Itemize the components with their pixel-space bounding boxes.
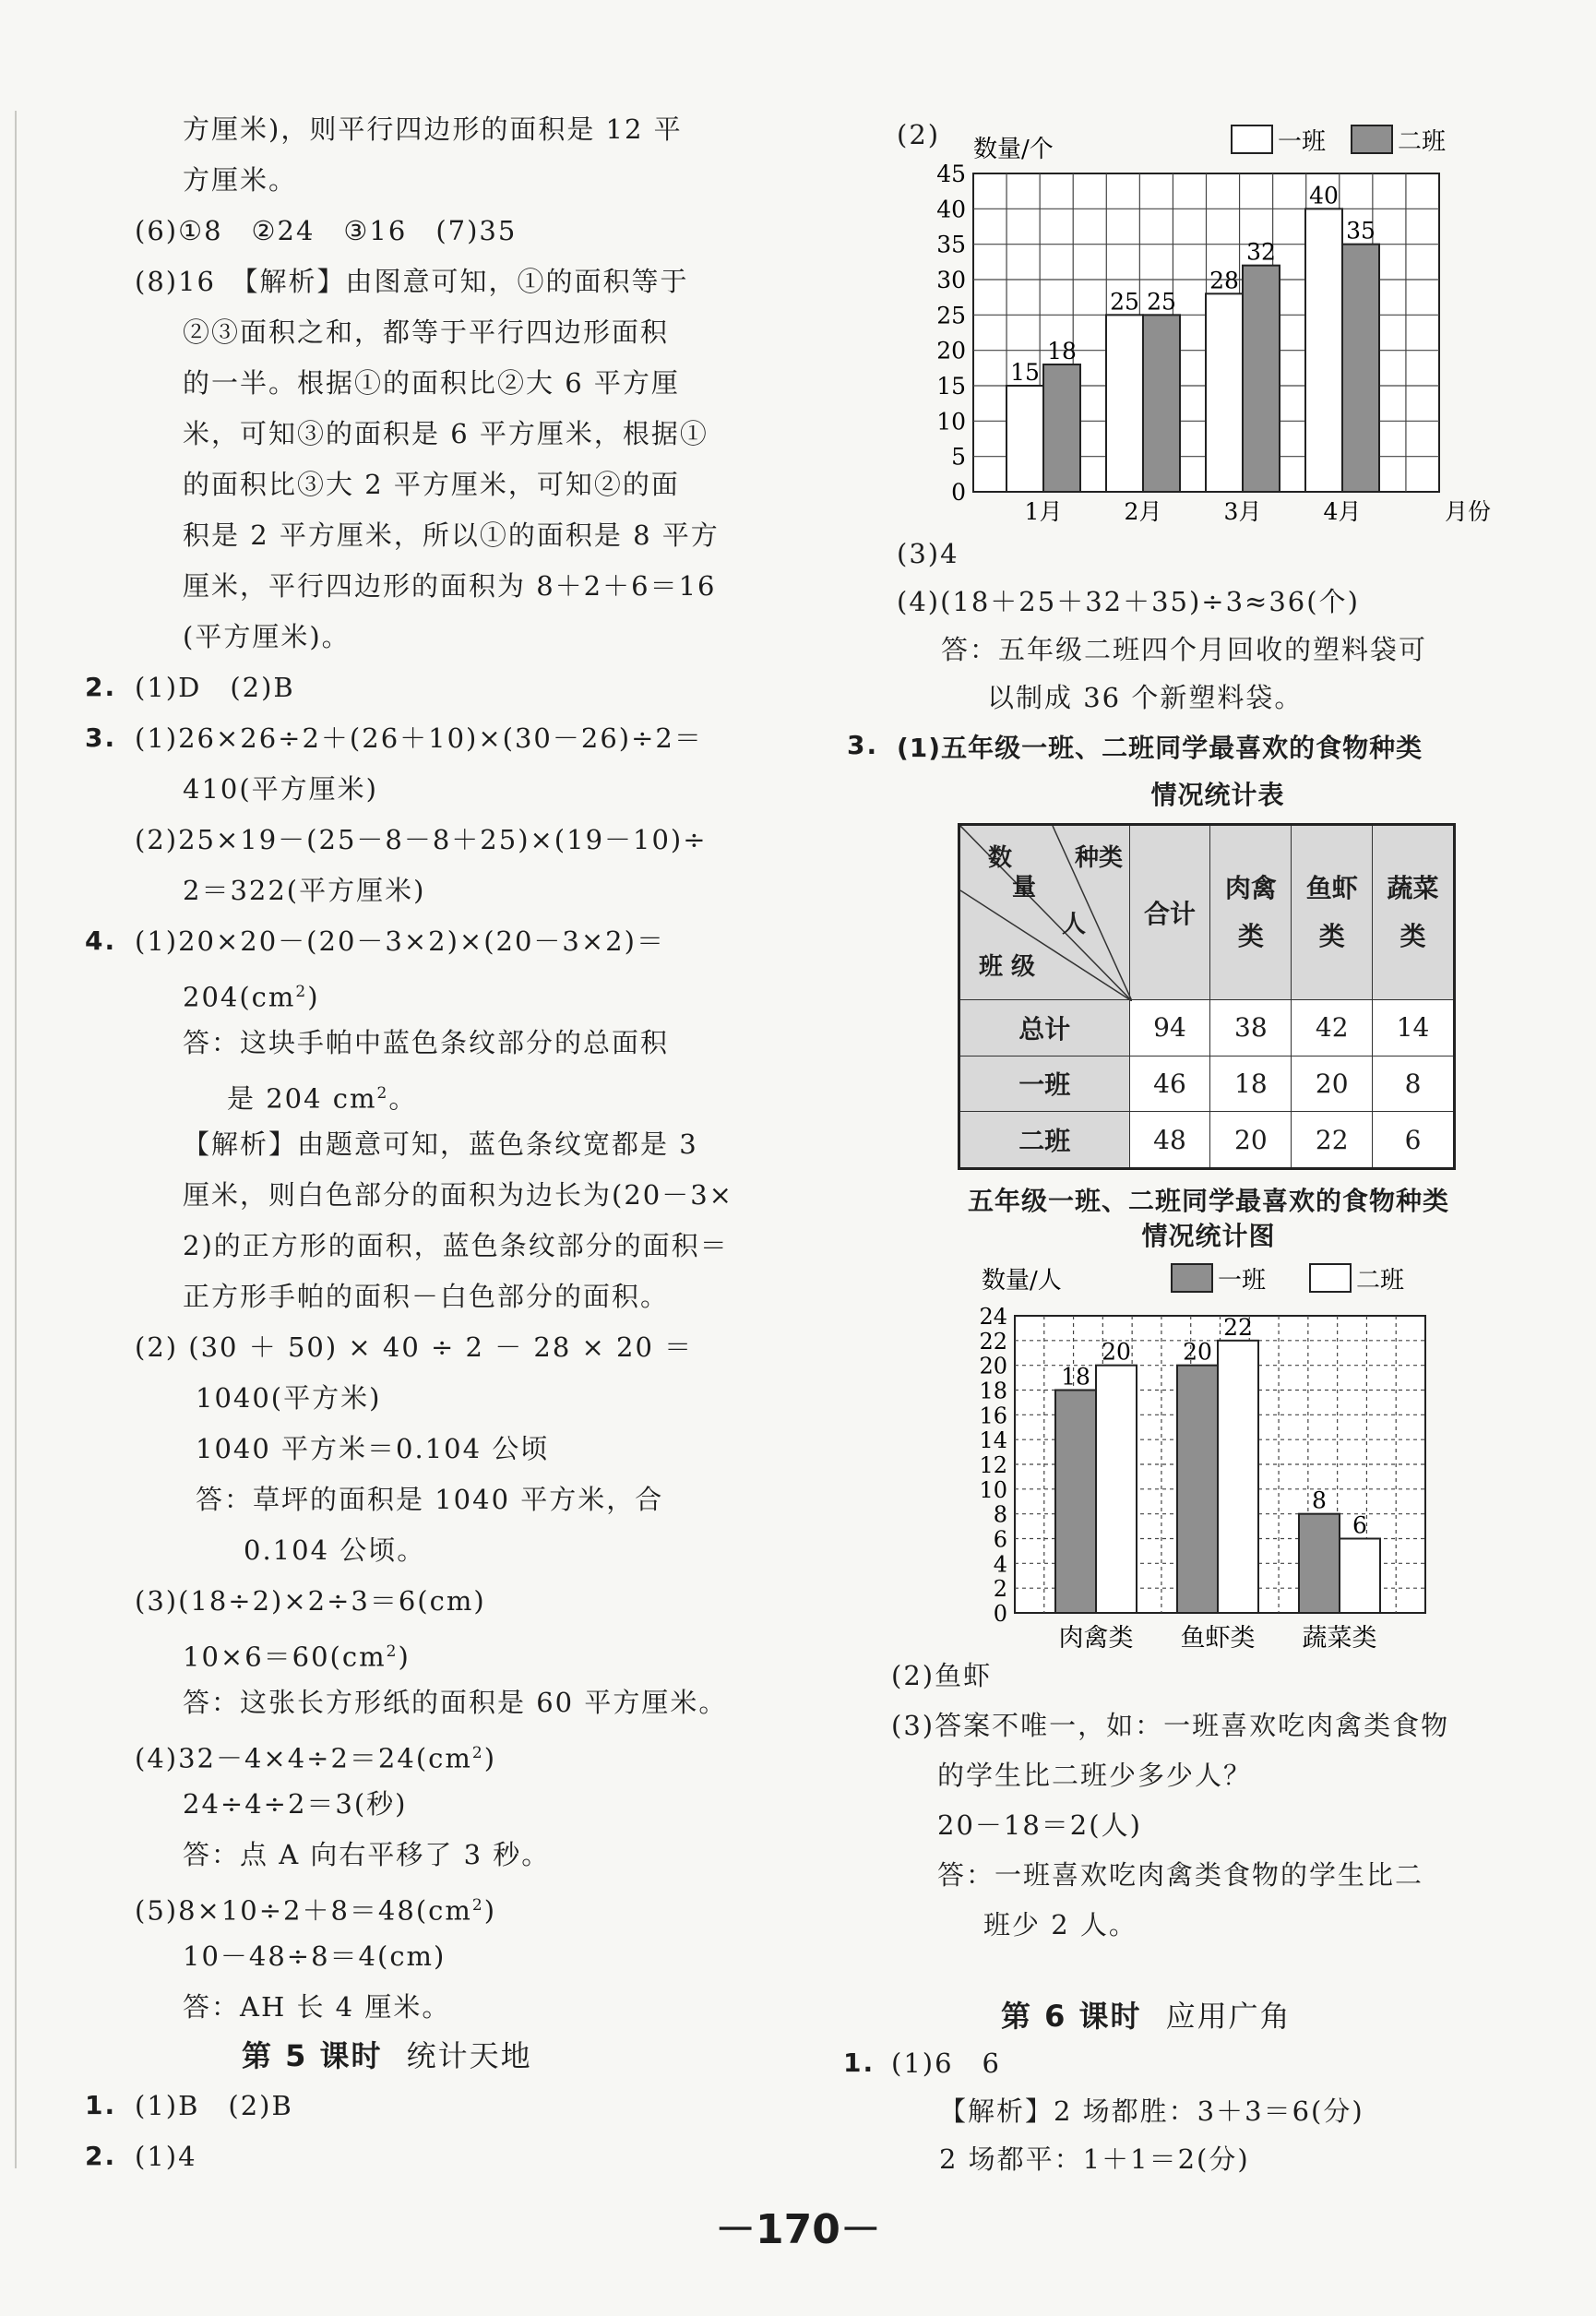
text-line: 0.104 公顷。	[244, 1534, 426, 1566]
table-header-line: 类	[1237, 921, 1264, 951]
bar-value-label: 25	[1110, 288, 1139, 316]
text-line: 答：一班喜欢吃肉禽类食物的学生比二	[937, 1859, 1424, 1891]
bar	[1243, 266, 1280, 492]
table-cell: 38	[1210, 1000, 1292, 1057]
text-line: 2)的正方形的面积，蓝色条纹部分的面积＝	[183, 1230, 729, 1261]
y-tick-label: 5	[951, 443, 966, 471]
text-line: 【解析】由题意可知，蓝色条纹宽都是 3	[183, 1128, 698, 1160]
page-margin-line	[15, 111, 17, 2168]
table-cell: 20	[1210, 1112, 1292, 1169]
lesson-heading: 第 5 课时 统计天地	[242, 2038, 532, 2073]
lesson-heading: 第 6 课时 应用广角	[1001, 1999, 1292, 2034]
bar	[1043, 364, 1080, 492]
table-cell: 8	[1373, 1056, 1455, 1112]
y-tick-label: 20	[979, 1353, 1007, 1379]
text-line: 以制成 36 个新塑料袋。	[987, 682, 1304, 713]
text-line: 答：这块手帕中蓝色条纹部分的总面积	[183, 1027, 670, 1058]
y-tick-label: 4	[993, 1551, 1007, 1578]
text-line: (3)4	[897, 538, 959, 569]
bar	[1143, 315, 1180, 492]
bar-value-label: 15	[1010, 359, 1040, 386]
x-tick-label: 4月	[1323, 498, 1362, 525]
text-line: (4)(18＋25＋32＋35)÷3≈36(个)	[897, 586, 1360, 617]
y-tick-label: 40	[936, 196, 966, 223]
table-row-header: 一班	[959, 1056, 1130, 1112]
bar-value-label: 20	[1183, 1338, 1212, 1366]
bar-value-label: 35	[1346, 217, 1376, 245]
text-line: (2) (30 ＋ 50) × 40 ÷ 2 － 28 × 20 ＝	[135, 1331, 694, 1363]
text-line: 答：AH 长 4 厘米。	[183, 1991, 451, 2023]
question-number: 1.	[843, 2047, 875, 2078]
y-tick-label: 20	[936, 337, 966, 364]
corner-mid-label: 数	[988, 844, 1013, 872]
x-axis-label: 月份	[1445, 498, 1492, 525]
text-line: ②③面积之和，都等于平行四边形面积	[183, 316, 670, 348]
legend-swatch	[1352, 125, 1392, 153]
y-tick-label: 14	[979, 1427, 1007, 1454]
text-line: 410(平方厘米)	[183, 773, 378, 805]
table-header-line: 类	[1399, 921, 1426, 951]
text-line: 2 场都平：1＋1＝2(分)	[939, 2143, 1250, 2175]
bar-value-label: 40	[1309, 182, 1339, 209]
x-tick-label: 1月	[1024, 498, 1063, 525]
bar	[1055, 1391, 1096, 1614]
text-line: 正方形手帕的面积－白色部分的面积。	[183, 1281, 670, 1312]
table-corner-cell	[959, 825, 1130, 1000]
y-tick-label: 35	[936, 231, 966, 258]
table-cell: 94	[1129, 1000, 1210, 1057]
bar	[1096, 1366, 1137, 1613]
y-tick-label: 45	[936, 161, 966, 187]
text-line: 是 204 $cm^2$。	[227, 1082, 418, 1115]
y-tick-label: 2	[993, 1576, 1007, 1603]
text-line: $(5)8\times 10\div 2+8=48(cm^2)$	[135, 1894, 497, 1927]
text-line: (1)4	[135, 2141, 197, 2172]
food-bar-chart	[959, 1255, 1495, 1652]
text-line: 的面积比③大 2 平方厘米，可知②的面	[183, 469, 680, 500]
text-line: (2)25×19－(25－8－8＋25)×(19－10)÷	[135, 824, 708, 855]
bar-value-label: 25	[1147, 288, 1176, 316]
table-cell: 18	[1210, 1056, 1292, 1112]
text-line: 的一半。根据①的面积比②大 6 平方厘	[183, 367, 680, 399]
table-cell: 48	[1129, 1112, 1210, 1169]
text-line: 24÷4÷2＝3(秒)	[183, 1788, 408, 1820]
text-line: 20－18＝2(人)	[937, 1809, 1142, 1841]
bar	[1206, 293, 1243, 492]
y-tick-label: 25	[936, 302, 966, 329]
text-line: $10\times 6=60(cm^2)$	[183, 1641, 411, 1673]
bar-value-label: 18	[1047, 338, 1077, 364]
question-number: 4.	[85, 925, 117, 956]
x-tick-label: 2月	[1124, 498, 1162, 525]
y-tick-label: 10	[979, 1476, 1007, 1503]
x-tick-label: 3月	[1223, 498, 1262, 525]
corner-bottom-label: 班 级	[979, 953, 1036, 981]
table-row-header: 二班	[959, 1112, 1130, 1169]
bar-value-label: 18	[1061, 1363, 1090, 1391]
legend-label: 一班	[1278, 128, 1327, 156]
y-tick-label: 8	[993, 1501, 1007, 1528]
text-line: 班少 2 人。	[983, 1909, 1137, 1940]
y-tick-label: 16	[979, 1403, 1007, 1429]
legend-label: 一班	[1218, 1267, 1267, 1295]
text-line: 方厘米)，则平行四边形的面积是 12 平	[183, 113, 683, 145]
text-line: $204(cm^2)$	[183, 981, 320, 1013]
y-tick-label: 0	[993, 1601, 1007, 1627]
question-number: 3.	[847, 730, 879, 760]
table-header	[1292, 825, 1373, 1000]
legend-swatch	[1310, 1264, 1351, 1292]
bar	[1218, 1341, 1258, 1613]
legend-swatch	[1232, 125, 1272, 153]
y-axis-label: 数量/人	[982, 1267, 1062, 1295]
text-line: (3)(18÷2)×2÷3＝6(cm)	[135, 1585, 486, 1617]
text-line: (2)鱼虾	[891, 1660, 993, 1691]
legend-swatch	[1172, 1264, 1212, 1292]
text-line: 答：点 A 向右平移了 3 秒。	[183, 1839, 551, 1870]
corner-mid-label: 量	[1012, 874, 1037, 901]
text-line: 2＝322(平方厘米)	[183, 875, 426, 906]
text-line: 1040(平方米)	[196, 1382, 382, 1414]
bar	[1006, 386, 1043, 492]
y-tick-label: 12	[979, 1452, 1007, 1478]
text-line: 积是 2 平方厘米，所以①的面积是 8 平方	[183, 519, 720, 551]
question-number: 1.	[85, 2090, 117, 2120]
table-row-header: 总计	[959, 1000, 1130, 1057]
bar-value-label: 8	[1312, 1486, 1327, 1514]
table-header-line: 蔬菜	[1387, 873, 1439, 903]
bar-value-label: 28	[1209, 267, 1239, 294]
text-line: (平方厘米)。	[183, 621, 351, 652]
text-line: (8)16 【解析】由图意可知，①的面积等于	[135, 266, 689, 297]
x-tick-label: 蔬菜类	[1302, 1624, 1377, 1652]
table-header	[1210, 825, 1292, 1000]
y-tick-label: 18	[979, 1378, 1007, 1404]
page-number: －170－	[715, 2206, 881, 2253]
chart-title: 情况统计图	[1141, 1221, 1276, 1251]
bar	[1299, 1514, 1340, 1613]
bar-value-label: 20	[1102, 1338, 1131, 1366]
bar-value-label: 22	[1223, 1313, 1253, 1341]
text-line: (1)6 6	[891, 2047, 1001, 2079]
text-line: $(4)32-4\times 4\div 2=24(cm^2)$	[135, 1742, 497, 1774]
x-tick-label: 鱼虾类	[1180, 1624, 1256, 1652]
question-number: 3.	[85, 722, 117, 753]
table-header-line: 肉禽	[1224, 873, 1277, 903]
bar	[1342, 245, 1379, 492]
text-line: 米，可知③的面积是 6 平方厘米，根据①	[183, 418, 709, 449]
y-tick-label: 24	[979, 1304, 1007, 1330]
text-line: 答：这张长方形纸的面积是 60 平方厘米。	[183, 1687, 728, 1718]
text-line: (6)①8 ②24 ③16 (7)35	[135, 215, 518, 246]
table-header-line: 鱼虾	[1305, 873, 1358, 903]
table-header: 合计	[1129, 825, 1210, 1000]
text-line: 答：五年级二班四个月回收的塑料袋可	[941, 634, 1428, 665]
table-header-line: 类	[1318, 921, 1345, 951]
table-cell: 14	[1373, 1000, 1455, 1057]
bar	[1340, 1539, 1380, 1614]
text-line: (1)20×20－(20－3×2)×(20－3×2)＝	[135, 925, 665, 957]
table-header	[1373, 825, 1455, 1000]
chart-tag: (2)	[897, 119, 941, 150]
y-axis-label: 数量/个	[973, 136, 1054, 163]
corner-mid-label: 人	[1062, 911, 1087, 938]
bar-value-label: 6	[1352, 1511, 1367, 1539]
text-line: (1)26×26÷2＋(26＋10)×(30－26)÷2＝	[135, 722, 703, 754]
text-line: 1040 平方米＝0.104 公顷	[196, 1433, 550, 1464]
x-tick-label: 肉禽类	[1058, 1624, 1134, 1652]
y-tick-label: 6	[993, 1526, 1007, 1553]
text-line: 答：草坪的面积是 1040 平方米，合	[196, 1484, 664, 1515]
question-number: 2.	[85, 672, 117, 702]
food-stat-table	[958, 823, 1456, 1170]
table-cell: 6	[1373, 1112, 1455, 1169]
table-title: 情况统计表	[1150, 780, 1285, 810]
y-tick-label: 22	[979, 1328, 1007, 1355]
table-cell: 22	[1292, 1112, 1373, 1169]
recycling-bar-chart	[923, 120, 1495, 535]
y-tick-label: 15	[936, 373, 966, 400]
table-title: (1)五年级一班、二班同学最喜欢的食物种类	[897, 733, 1423, 763]
text-line: (1)D (2)B	[135, 672, 295, 703]
table-cell: 42	[1292, 1000, 1373, 1057]
bar	[1305, 209, 1342, 492]
bar	[1106, 315, 1143, 492]
text-line: (1)B (2)B	[135, 2090, 293, 2121]
text-line: 厘米，则白色部分的面积为边长为(20－3×	[183, 1179, 733, 1211]
bar	[1177, 1366, 1218, 1613]
corner-top-label: 种类	[1075, 844, 1124, 872]
chart-title: 五年级一班、二班同学最喜欢的食物种类	[967, 1186, 1449, 1216]
text-line: (3)答案不唯一，如：一班喜欢吃肉禽类食物	[891, 1710, 1450, 1741]
text-line: 【解析】2 场都胜：3＋3＝6(分)	[939, 2095, 1364, 2127]
y-tick-label: 0	[951, 479, 966, 506]
table-cell: 46	[1129, 1056, 1210, 1112]
bar-value-label: 32	[1246, 238, 1276, 266]
y-tick-label: 10	[936, 408, 966, 436]
text-line: 厘米，平行四边形的面积为 8＋2＋6＝16	[183, 570, 717, 602]
table-cell: 20	[1292, 1056, 1373, 1112]
legend-label: 二班	[1398, 128, 1447, 156]
legend-label: 二班	[1356, 1267, 1405, 1295]
text-line: 的学生比二班少多少人？	[937, 1760, 1253, 1791]
text-line: 方厘米。	[183, 164, 298, 196]
text-line: 10－48÷8＝4(cm)	[183, 1940, 447, 1972]
question-number: 2.	[85, 2141, 117, 2171]
y-tick-label: 30	[936, 267, 966, 293]
